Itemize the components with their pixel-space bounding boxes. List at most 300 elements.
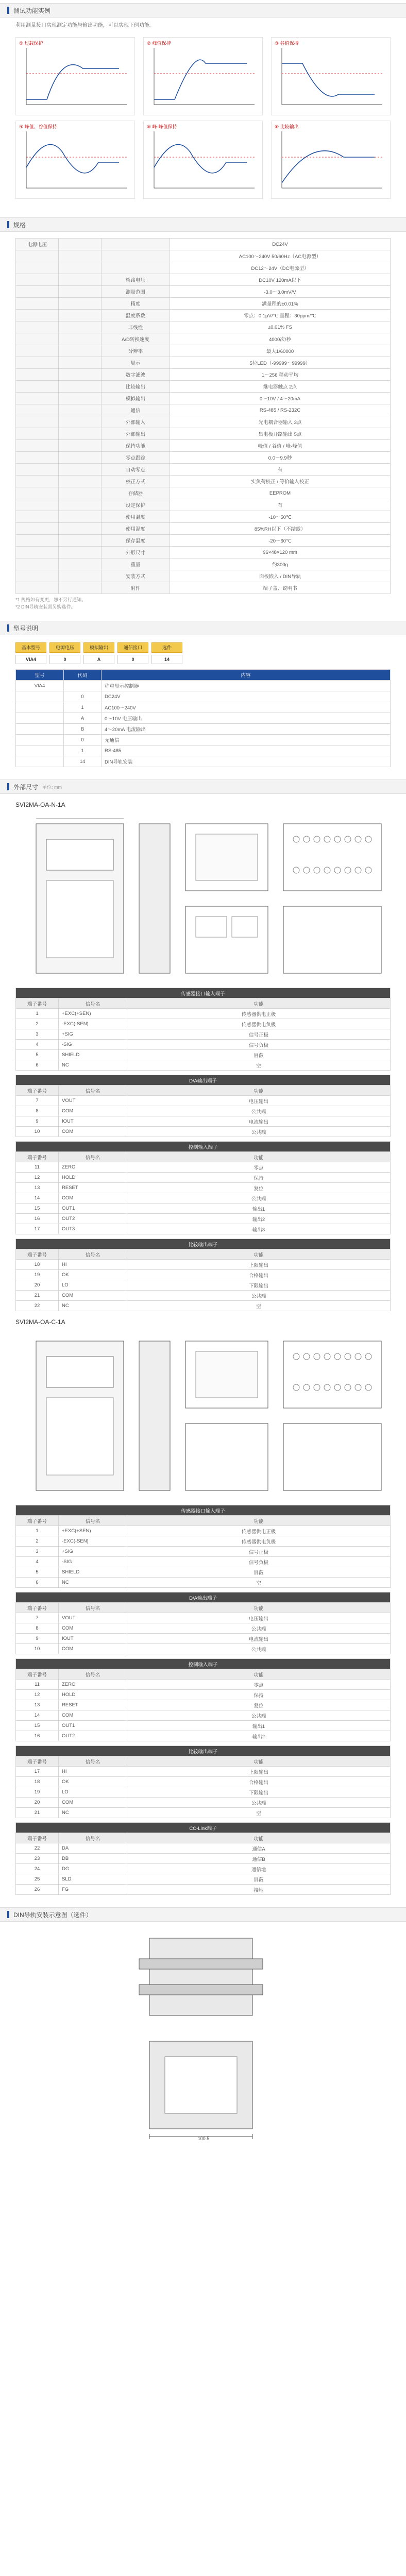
terminal-no: 20 bbox=[16, 1798, 59, 1808]
spec-note: *1 规格如有变更，恕不另行通知。 bbox=[15, 597, 87, 602]
curve-line bbox=[154, 144, 247, 173]
spec-cat bbox=[16, 452, 59, 464]
terminal-no: 21 bbox=[16, 1291, 59, 1301]
spec-row bbox=[16, 333, 391, 345]
curve-chart bbox=[271, 121, 391, 199]
spec-sub bbox=[59, 369, 102, 381]
terminal-signal: IOUT bbox=[59, 1634, 127, 1644]
spec-value: 面板嵌入 / DIN导轨 bbox=[170, 570, 391, 582]
terminal-no: 15 bbox=[16, 1204, 59, 1214]
spec-row bbox=[16, 487, 391, 499]
terminal-group-title: 比较输出端子 bbox=[16, 1746, 391, 1756]
din-width-label: 100.5 bbox=[197, 2136, 210, 2141]
terminal-group-header bbox=[16, 1075, 391, 1086]
terminal-col-cell: 信号名 bbox=[59, 1669, 127, 1680]
spec-row bbox=[16, 274, 391, 286]
spec-table bbox=[15, 238, 391, 594]
terminal-function: 输出3 bbox=[127, 1224, 391, 1234]
spec-row bbox=[16, 357, 391, 369]
terminal-row bbox=[16, 1731, 391, 1741]
terminal-function: 屏蔽 bbox=[127, 1050, 391, 1060]
terminal-signal: HI bbox=[59, 1767, 127, 1777]
spec-item: 模拟输出 bbox=[102, 393, 170, 404]
spec-sub bbox=[59, 511, 102, 523]
spec-sub bbox=[59, 535, 102, 547]
spec-cat bbox=[16, 404, 59, 416]
spec-value: -3.0～3.0mV/V bbox=[170, 286, 391, 298]
terminal-function: 电流输出 bbox=[127, 1116, 391, 1127]
curve-axis bbox=[26, 131, 127, 188]
spec-item: 零点跟踪 bbox=[102, 452, 170, 464]
terminal-function: 零点 bbox=[127, 1680, 391, 1690]
terminal-function: 复位 bbox=[127, 1183, 391, 1193]
terminal-function: 保持 bbox=[127, 1173, 391, 1183]
model-table-row bbox=[16, 713, 391, 724]
spec-row bbox=[16, 369, 391, 381]
terminal-signal: +EXC(+SEN) bbox=[59, 1009, 127, 1019]
spec-sub bbox=[59, 416, 102, 428]
spec-item: 存储器 bbox=[102, 487, 170, 499]
section-curves-title: 测试功能实例 bbox=[13, 7, 51, 14]
spec-row bbox=[16, 440, 391, 452]
terminal-row bbox=[16, 1623, 391, 1634]
model-table-head-cell: 型号 bbox=[16, 670, 64, 681]
unit-label: 单位: mm bbox=[42, 784, 62, 790]
terminal-row bbox=[16, 1777, 391, 1787]
spec-cat bbox=[16, 262, 59, 274]
section-curves-header bbox=[0, 3, 406, 18]
terminal-signal: OUT1 bbox=[59, 1721, 127, 1731]
spec-cat bbox=[16, 274, 59, 286]
terminal-function: 信号负极 bbox=[127, 1557, 391, 1567]
drawing-2-title: SVI2MA-OA-C-1A bbox=[15, 1318, 65, 1326]
terminal-signal: DG bbox=[59, 1864, 127, 1874]
spec-sub bbox=[59, 464, 102, 476]
model-box bbox=[49, 642, 80, 664]
terminal-function: 空 bbox=[127, 1808, 391, 1818]
model-table-cell: 1 bbox=[64, 745, 102, 756]
curve-chart bbox=[143, 121, 263, 199]
terminal-col-header bbox=[16, 998, 391, 1009]
terminal-no: 13 bbox=[16, 1700, 59, 1710]
terminal-no: 19 bbox=[16, 1787, 59, 1798]
model-table-cell: 4～20mA 电流输出 bbox=[102, 724, 391, 735]
terminal-signal: LO bbox=[59, 1280, 127, 1291]
model-box-code: 0 bbox=[49, 655, 80, 664]
model-table-row bbox=[16, 681, 391, 691]
spec-row bbox=[16, 250, 391, 262]
model-table-header bbox=[16, 670, 391, 681]
model-table-row bbox=[16, 691, 391, 702]
spec-sub bbox=[59, 428, 102, 440]
terminal-function: 传感器供电负极 bbox=[127, 1019, 391, 1029]
spec-sub bbox=[59, 333, 102, 345]
spec-cat bbox=[16, 321, 59, 333]
terminal-no: 19 bbox=[16, 1270, 59, 1280]
terminal-col-cell: 端子番号 bbox=[16, 1516, 59, 1526]
spec-sub bbox=[59, 321, 102, 333]
terminal-row bbox=[16, 1578, 391, 1588]
terminal-function: 通信A bbox=[127, 1843, 391, 1854]
section-din-title: DIN导轨安装示意图（选件） bbox=[13, 1911, 92, 1919]
spec-value: 端子盖、说明书 bbox=[170, 582, 391, 594]
terminal-row bbox=[16, 1060, 391, 1071]
spec-sub bbox=[59, 310, 102, 321]
terminal-signal: HOLD bbox=[59, 1173, 127, 1183]
terminal-function: 通信B bbox=[127, 1854, 391, 1864]
curve-line bbox=[154, 60, 247, 99]
terminal-signal: SHIELD bbox=[59, 1567, 127, 1578]
terminal-row bbox=[16, 1127, 391, 1137]
model-table-cell: 14 bbox=[64, 756, 102, 767]
spec-row bbox=[16, 523, 391, 535]
spec-row bbox=[16, 476, 391, 487]
spec-sub bbox=[59, 262, 102, 274]
terminal-col-cell: 功能 bbox=[127, 1833, 391, 1843]
model-table-cell bbox=[16, 756, 64, 767]
terminal-no: 24 bbox=[16, 1864, 59, 1874]
curve-charts bbox=[0, 34, 406, 202]
terminal-group-title: 控制输入端子 bbox=[16, 1142, 391, 1152]
curve-chart bbox=[143, 37, 263, 115]
terminal-no: 11 bbox=[16, 1162, 59, 1173]
terminal-function: 输出2 bbox=[127, 1214, 391, 1224]
terminal-col-cell: 端子番号 bbox=[16, 1833, 59, 1843]
terminal-signal: COM bbox=[59, 1623, 127, 1634]
terminal-no: 9 bbox=[16, 1116, 59, 1127]
terminal-no: 26 bbox=[16, 1885, 59, 1895]
terminal-col-cell: 信号名 bbox=[59, 998, 127, 1009]
terminal-no: 10 bbox=[16, 1127, 59, 1137]
terminal-no: 20 bbox=[16, 1280, 59, 1291]
spec-cat bbox=[16, 416, 59, 428]
terminal-row bbox=[16, 1050, 391, 1060]
terminal-no: 8 bbox=[16, 1623, 59, 1634]
terminal-function: 输出2 bbox=[127, 1731, 391, 1741]
terminal-signal: COM bbox=[59, 1798, 127, 1808]
model-table-cell: 1 bbox=[64, 702, 102, 713]
section-marker bbox=[7, 783, 9, 790]
spec-row bbox=[16, 381, 391, 393]
terminal-no: 23 bbox=[16, 1854, 59, 1864]
model-table-row bbox=[16, 735, 391, 745]
terminal-no: 1 bbox=[16, 1009, 59, 1019]
terminal-col-cell: 端子番号 bbox=[16, 998, 59, 1009]
spec-item: 重量 bbox=[102, 558, 170, 570]
terminal-group-header bbox=[16, 1746, 391, 1756]
curve-chart-svg bbox=[272, 38, 390, 115]
model-table-cell: AC100～240V bbox=[102, 702, 391, 713]
terminal-group-title: D/A输出端子 bbox=[16, 1592, 391, 1603]
spec-item bbox=[102, 250, 170, 262]
din-drawing-svg bbox=[15, 1928, 391, 2144]
spec-sub bbox=[59, 357, 102, 369]
terminal-function: 传感器供电正极 bbox=[127, 1526, 391, 1536]
spec-value: 实负荷校正 / 等价输入校正 bbox=[170, 476, 391, 487]
terminal-function: 传感器供电正极 bbox=[127, 1009, 391, 1019]
spec-item: A/D转换速度 bbox=[102, 333, 170, 345]
spec-value: 有 bbox=[170, 499, 391, 511]
terminal-row bbox=[16, 1224, 391, 1234]
model-table-cell: A bbox=[64, 713, 102, 724]
terminal-row bbox=[16, 1291, 391, 1301]
drawing-1-title: SVI2MA-OA-N-1A bbox=[15, 801, 65, 808]
model-box-label: 选件 bbox=[151, 642, 182, 653]
spec-value: 约300g bbox=[170, 558, 391, 570]
terminal-signal: NC bbox=[59, 1578, 127, 1588]
terminal-col-cell: 信号名 bbox=[59, 1249, 127, 1260]
terminal-col-cell: 功能 bbox=[127, 1516, 391, 1526]
model-box-code: 0 bbox=[117, 655, 148, 664]
terminal-no: 18 bbox=[16, 1777, 59, 1787]
terminal-function: 空 bbox=[127, 1578, 391, 1588]
terminal-function: 通信地 bbox=[127, 1864, 391, 1874]
terminal-signal: -EXC(-SEN) bbox=[59, 1019, 127, 1029]
section-dims-header bbox=[0, 779, 406, 794]
spec-sub bbox=[59, 558, 102, 570]
model-table-cell: 0～10V 电压输出 bbox=[102, 713, 391, 724]
spec-row bbox=[16, 345, 391, 357]
spec-item: 测量范围 bbox=[102, 286, 170, 298]
terminal-signal: RESET bbox=[59, 1700, 127, 1710]
terminal-row bbox=[16, 1260, 391, 1270]
spec-sub bbox=[59, 452, 102, 464]
terminal-row bbox=[16, 1280, 391, 1291]
model-table-cell bbox=[16, 724, 64, 735]
spec-item: 外部输出 bbox=[102, 428, 170, 440]
spec-sub bbox=[59, 286, 102, 298]
section-marker bbox=[7, 221, 9, 228]
curve-line bbox=[26, 65, 119, 100]
terminal-row bbox=[16, 1644, 391, 1654]
terminal-col-cell: 功能 bbox=[127, 1603, 391, 1613]
spec-row bbox=[16, 286, 391, 298]
terminal-row bbox=[16, 1690, 391, 1700]
terminal-signal: COM bbox=[59, 1291, 127, 1301]
spec-value: 1～256 移动平均 bbox=[170, 369, 391, 381]
terminal-table bbox=[15, 988, 391, 1071]
terminal-col-cell: 功能 bbox=[127, 1152, 391, 1162]
spec-cat bbox=[16, 310, 59, 321]
section-model-title: 型号说明 bbox=[13, 624, 39, 632]
spec-item bbox=[102, 239, 170, 250]
spec-sub bbox=[59, 393, 102, 404]
curve-caption: ④ 峰值、谷值保持 bbox=[19, 124, 57, 129]
terminal-col-header bbox=[16, 1152, 391, 1162]
model-table-row bbox=[16, 745, 391, 756]
terminal-no: 12 bbox=[16, 1690, 59, 1700]
spec-value: 集电极开路输出 5点 bbox=[170, 428, 391, 440]
spec-item: 温度系数 bbox=[102, 310, 170, 321]
spec-cat bbox=[16, 523, 59, 535]
terminal-group-header bbox=[16, 1505, 391, 1516]
spec-value: 0.0～9.9秒 bbox=[170, 452, 391, 464]
terminal-function: 信号正极 bbox=[127, 1547, 391, 1557]
terminal-function: 空 bbox=[127, 1060, 391, 1071]
terminal-signal: +SIG bbox=[59, 1029, 127, 1040]
spec-value: 满量程的±0.01% bbox=[170, 298, 391, 310]
terminal-no: 22 bbox=[16, 1843, 59, 1854]
terminal-table bbox=[15, 1592, 391, 1654]
spec-value: 继电器触点 2点 bbox=[170, 381, 391, 393]
spec-sub bbox=[59, 476, 102, 487]
spec-value: 光电耦合器输入 3点 bbox=[170, 416, 391, 428]
terminal-row bbox=[16, 1029, 391, 1040]
spec-value: 最大1/60000 bbox=[170, 345, 391, 357]
spec-row bbox=[16, 558, 391, 570]
terminal-tables-1 bbox=[0, 988, 406, 1311]
model-box bbox=[117, 642, 148, 664]
spec-item: 外部输入 bbox=[102, 416, 170, 428]
terminal-no: 22 bbox=[16, 1301, 59, 1311]
spec-note: *2 DIN导轨安装需另购选件。 bbox=[15, 604, 76, 609]
curve-caption: ② 峰值保持 bbox=[147, 41, 171, 46]
spec-cat bbox=[16, 464, 59, 476]
terminal-no: 4 bbox=[16, 1557, 59, 1567]
terminal-function: 零点 bbox=[127, 1162, 391, 1173]
model-table-row bbox=[16, 756, 391, 767]
curve-line bbox=[282, 151, 375, 183]
spec-row bbox=[16, 511, 391, 523]
curve-chart bbox=[15, 121, 135, 199]
terminal-function: 输出1 bbox=[127, 1204, 391, 1214]
spec-item: 数字滤波 bbox=[102, 369, 170, 381]
drawing-1 bbox=[15, 814, 391, 984]
spec-value: RS-485 / RS-232C bbox=[170, 404, 391, 416]
terminal-row bbox=[16, 1680, 391, 1690]
spec-sub bbox=[59, 250, 102, 262]
terminal-row bbox=[16, 1808, 391, 1818]
terminal-row bbox=[16, 1767, 391, 1777]
spec-cat bbox=[16, 286, 59, 298]
spec-cat bbox=[16, 570, 59, 582]
terminal-col-header bbox=[16, 1833, 391, 1843]
terminal-function: 输出1 bbox=[127, 1721, 391, 1731]
terminal-table bbox=[15, 1505, 391, 1588]
terminal-signal: -SIG bbox=[59, 1040, 127, 1050]
spec-row bbox=[16, 464, 391, 476]
model-table-cell: 0 bbox=[64, 691, 102, 702]
terminal-row bbox=[16, 1710, 391, 1721]
spec-cat bbox=[16, 476, 59, 487]
curve-axis bbox=[26, 48, 127, 105]
terminal-group-header bbox=[16, 1823, 391, 1833]
model-table-cell bbox=[16, 702, 64, 713]
terminal-no: 18 bbox=[16, 1260, 59, 1270]
terminal-signal: COM bbox=[59, 1193, 127, 1204]
din-drawing bbox=[15, 1928, 391, 2144]
terminal-no: 7 bbox=[16, 1096, 59, 1106]
terminal-no: 4 bbox=[16, 1040, 59, 1050]
terminal-function: 合格输出 bbox=[127, 1777, 391, 1787]
terminal-signal: COM bbox=[59, 1644, 127, 1654]
spec-value: DC12～24V（DC电源型） bbox=[170, 262, 391, 274]
terminal-no: 7 bbox=[16, 1613, 59, 1623]
spec-cat bbox=[16, 333, 59, 345]
terminal-group-title: CC-Link端子 bbox=[16, 1823, 391, 1833]
spec-row bbox=[16, 239, 391, 250]
terminal-signal: +SIG bbox=[59, 1547, 127, 1557]
terminal-row bbox=[16, 1183, 391, 1193]
terminal-row bbox=[16, 1634, 391, 1644]
spec-sub bbox=[59, 499, 102, 511]
terminal-signal: ZERO bbox=[59, 1680, 127, 1690]
terminal-group-header bbox=[16, 988, 391, 998]
terminal-signal: COM bbox=[59, 1710, 127, 1721]
terminal-row bbox=[16, 1526, 391, 1536]
terminal-col-cell: 功能 bbox=[127, 1086, 391, 1096]
terminal-col-header bbox=[16, 1756, 391, 1767]
terminal-table bbox=[15, 1822, 391, 1895]
spec-sub bbox=[59, 523, 102, 535]
terminal-row bbox=[16, 1700, 391, 1710]
spec-cat bbox=[16, 369, 59, 381]
terminal-col-cell: 功能 bbox=[127, 1669, 391, 1680]
spec-item: 桥路电压 bbox=[102, 274, 170, 286]
terminal-col-header bbox=[16, 1249, 391, 1260]
spec-cat: 电源电压 bbox=[16, 239, 59, 250]
spec-value: 峰值 / 谷值 / 峰-峰值 bbox=[170, 440, 391, 452]
terminal-function: 电压输出 bbox=[127, 1096, 391, 1106]
terminal-function: 屏蔽 bbox=[127, 1567, 391, 1578]
drawing-2-svg bbox=[15, 1331, 391, 1501]
terminal-signal: SLD bbox=[59, 1874, 127, 1885]
terminal-function: 信号正极 bbox=[127, 1029, 391, 1040]
spec-item: 校正方式 bbox=[102, 476, 170, 487]
spec-item: 使用温度 bbox=[102, 511, 170, 523]
curve-chart-svg bbox=[16, 121, 134, 198]
model-box-label: 通信接口 bbox=[117, 642, 148, 653]
section-din-header bbox=[0, 1907, 406, 1922]
model-table-cell bbox=[16, 745, 64, 756]
terminal-function: 空 bbox=[127, 1301, 391, 1311]
model-table-cell: 称重显示控制器 bbox=[102, 681, 391, 691]
terminal-no: 15 bbox=[16, 1721, 59, 1731]
terminal-row bbox=[16, 1536, 391, 1547]
terminal-function: 公共端 bbox=[127, 1193, 391, 1204]
spec-cat bbox=[16, 582, 59, 594]
spec-item: 设定保护 bbox=[102, 499, 170, 511]
terminal-row bbox=[16, 1106, 391, 1116]
terminal-function: 电压输出 bbox=[127, 1613, 391, 1623]
terminal-function: 公共端 bbox=[127, 1127, 391, 1137]
terminal-row bbox=[16, 1843, 391, 1854]
model-box bbox=[15, 642, 46, 664]
terminal-no: 9 bbox=[16, 1634, 59, 1644]
terminal-no: 17 bbox=[16, 1767, 59, 1777]
spec-sub bbox=[59, 345, 102, 357]
spec-sub bbox=[59, 298, 102, 310]
section-specs-header bbox=[0, 217, 406, 232]
model-table-cell bbox=[16, 713, 64, 724]
terminal-row bbox=[16, 1721, 391, 1731]
terminal-tables-2 bbox=[0, 1505, 406, 1895]
terminal-row bbox=[16, 1787, 391, 1798]
terminal-signal: LO bbox=[59, 1787, 127, 1798]
spec-item: 比较输出 bbox=[102, 381, 170, 393]
terminal-col-cell: 端子番号 bbox=[16, 1086, 59, 1096]
terminal-no: 14 bbox=[16, 1193, 59, 1204]
terminal-no: 2 bbox=[16, 1536, 59, 1547]
terminal-no: 6 bbox=[16, 1578, 59, 1588]
spec-row bbox=[16, 570, 391, 582]
terminal-row bbox=[16, 1557, 391, 1567]
terminal-signal: OUT2 bbox=[59, 1731, 127, 1741]
spec-value: 85%RH以下（不结露） bbox=[170, 523, 391, 535]
terminal-row bbox=[16, 1301, 391, 1311]
spec-value: 96×48×120 mm bbox=[170, 547, 391, 558]
model-table-cell: DC24V bbox=[102, 691, 391, 702]
